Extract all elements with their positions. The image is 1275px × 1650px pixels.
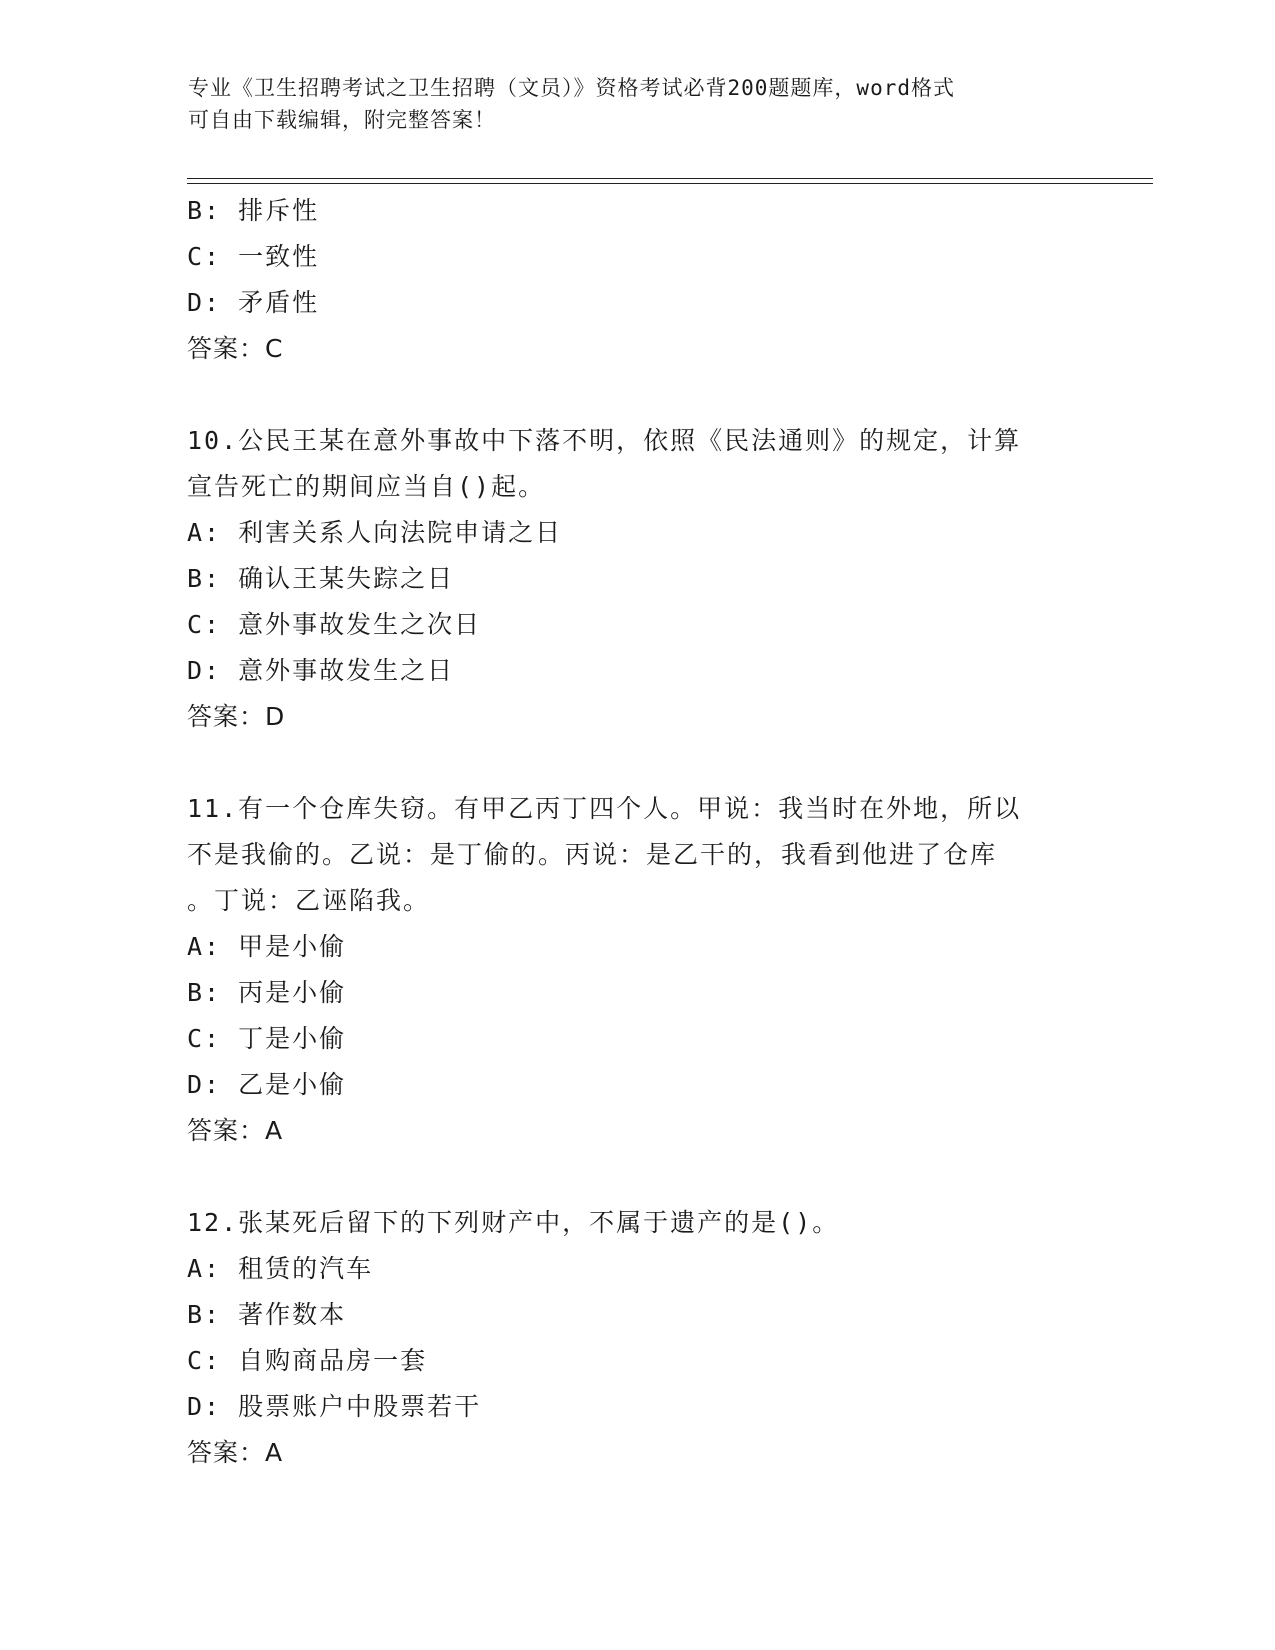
- question-stem: 。丁说：乙诬陷我。: [187, 886, 431, 915]
- option-b: B: 排斥性: [187, 196, 320, 225]
- document-header: [188, 72, 1088, 136]
- option-c: C: 一致性: [187, 242, 320, 271]
- option-a: A: 甲是小偷: [187, 932, 347, 961]
- option-b: B: 确认王某失踪之日: [187, 564, 455, 593]
- option-d: D: 矛盾性: [187, 288, 320, 317]
- question-9: [187, 188, 1087, 372]
- header-divider-bottom: [187, 183, 1153, 184]
- option-a: A: 利害关系人向法院申请之日: [187, 518, 563, 547]
- spacer: [187, 740, 1087, 786]
- option-c: C: 丁是小偷: [187, 1024, 347, 1053]
- option-c: C: 自购商品房一套: [187, 1346, 428, 1375]
- spacer: [187, 1154, 1087, 1200]
- question-stem: 10.公民王某在意外事故中下落不明，依照《民法通则》的规定，计算: [187, 426, 1022, 455]
- header-title-line-2: 可自由下载编辑，附完整答案！: [188, 108, 496, 132]
- spacer: [187, 372, 1087, 418]
- question-list: [187, 188, 1087, 1476]
- question-12: [187, 1200, 1087, 1476]
- header-divider-top: [187, 178, 1153, 179]
- option-a: A: 租赁的汽车: [187, 1254, 374, 1283]
- option-c: C: 意外事故发生之次日: [187, 610, 482, 639]
- option-d: D: 意外事故发生之日: [187, 656, 455, 685]
- question-10: [187, 418, 1087, 740]
- question-stem: 宣告死亡的期间应当自()起。: [187, 472, 546, 501]
- question-11: [187, 786, 1087, 1154]
- header-title-line-1: 专业《卫生招聘考试之卫生招聘（文员）》资格考试必背200题题库，word格式: [188, 76, 955, 100]
- answer: 答案：D: [187, 702, 286, 731]
- answer: 答案：A: [187, 1116, 284, 1145]
- question-stem: 12.张某死后留下的下列财产中，不属于遗产的是()。: [187, 1208, 840, 1237]
- question-stem: 不是我偷的。乙说：是丁偷的。丙说：是乙干的，我看到他进了仓库: [187, 840, 998, 869]
- option-b: B: 丙是小偷: [187, 978, 347, 1007]
- question-stem: 11.有一个仓库失窃。有甲乙丙丁四个人。甲说：我当时在外地，所以: [187, 794, 1022, 823]
- option-d: D: 股票账户中股票若干: [187, 1392, 482, 1421]
- answer: 答案：A: [187, 1438, 284, 1467]
- option-d: D: 乙是小偷: [187, 1070, 347, 1099]
- option-b: B: 著作数本: [187, 1300, 347, 1329]
- answer: 答案：C: [187, 334, 284, 363]
